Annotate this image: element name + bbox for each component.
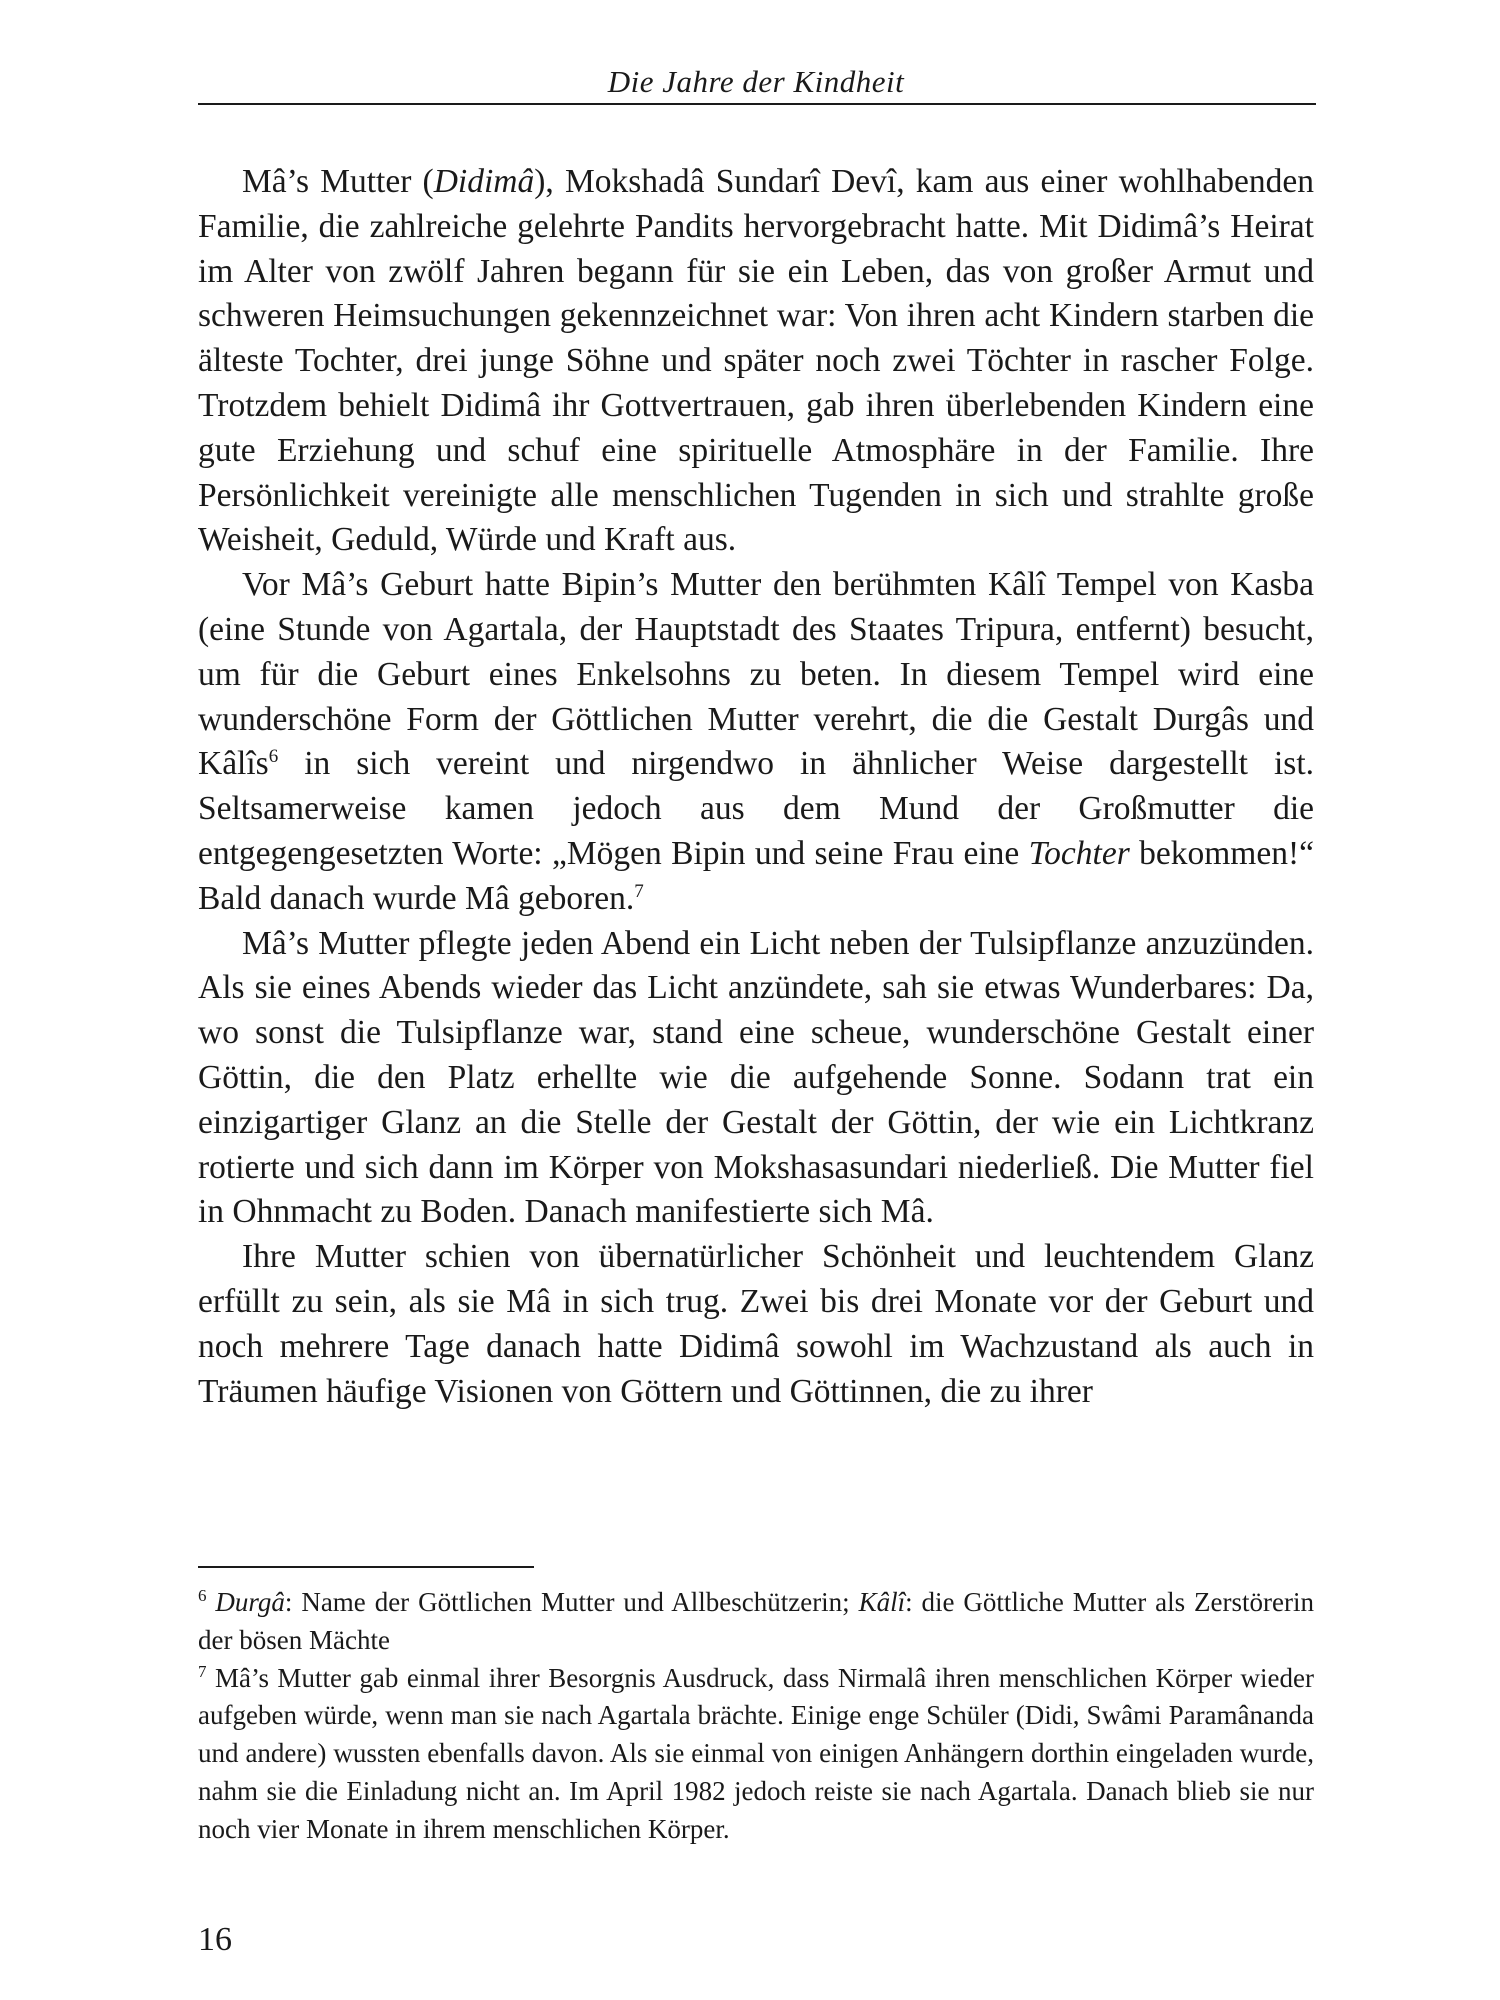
footnote-7: $^7$ Mâ’s Mutter gab einmal ihrer Besorgnis Ausdruck, dass Nirmalâ ihren menschlichen Körper wieder aufgeben würde, wenn man sie nach Agartala brächte. Einige enge Schüler (Didi, Swâmi Paramânanda und andere) wussten ebenfalls davon. Als sie einmal von einigen Anhängern dorthin eingeladen wurde, nahm sie die Einladung nicht an. Im April 1982 jedoch reiste sie nach Agartala. Danach blieb sie nur noch vier Monate in ihrem menschlichen Körper.	[198, 1661, 1314, 1844]
page-number: 16	[198, 1921, 232, 1958]
header-rule	[198, 103, 1316, 105]
footnote-ref-7[interactable]: 7	[634, 880, 644, 902]
footnotes	[198, 1584, 1314, 1849]
footnote-rule	[198, 1566, 534, 1568]
paragraph-4: Ihre Mutter schien von übernatürlicher Schönheit und leuchtendem Glanz erfüllt zu sein, als sie Mâ in sich trug. Zwei bis drei Monate vor der Geburt und noch mehrere Tage danach hatte Didimâ sowohl im Wachzustand als auch in Träumen häufige Visionen von Göttern und Göttinnen, die zu ihrer	[198, 1238, 1314, 1410]
paragraph-1: Mâ’s Mutter (Didimâ), Mokshadâ Sundarî Devî, kam aus einer wohlhabenden Familie, die zahlreiche gelehrte Pandits hervorgebracht hatte. Mit Didimâ’s Heirat im Alter von zwölf Jahren begann für sie ein Leben, das von großer Armut und schweren Heimsuchungen gekennzeichnet war: Von ihren acht Kindern starben die älteste Tochter, drei junge Söhne und später noch zwei Töchter in rascher Folge. Trotzdem behielt Didimâ ihr Gottvertrauen, gab ihren überlebenden Kindern eine gute Erziehung und schuf eine spirituelle Atmosphäre in der Familie. Ihre Persönlichkeit vereinigte alle menschlichen Tugenden in sich und strahlte große Weisheit, Geduld, Würde und Kraft aus.	[198, 163, 1314, 559]
paragraph-2: Vor Mâ’s Geburt hatte Bipin’s Mutter den berühmten Kâlî Tempel von Kasba (eine Stunde von Agartala, der Hauptstadt des Staates Tripura, entfernt) besucht, um für die Geburt eines Enkelsohns zu beten. In diesem Tempel wird eine wunderschöne Form der Göttlichen Mutter verehrt, die die Gestalt Durgâs und Kâlîs$^6$ in sich vereint und nirgendwo in ähnlicher Weise dargestellt ist. Seltsamerweise kamen jedoch aus dem Mund der Großmutter die entgegengesetzten Worte: „Mögen Bipin und seine Frau eine Tochter bekommen!“ Bald danach wurde Mâ geboren.$^7$	[198, 566, 1314, 917]
footnote-ref-6[interactable]: 6	[268, 746, 279, 768]
body-text	[198, 160, 1314, 1414]
footnote-6: $^6$ Durgâ: Name der Göttlichen Mutter und Allbeschützerin; Kâlî: die Göttliche Mutter als Zerstörerin der bösen Mächte	[198, 1586, 1314, 1655]
running-head: Die Jahre der Kindheit	[607, 64, 905, 99]
paragraph-3: Mâ’s Mutter pflegte jeden Abend ein Licht neben der Tulsipflanze anzuzünden. Als sie eines Abends wieder das Licht anzündete, sah sie etwas Wunderbares: Da, wo sonst die Tulsipflanze war, stand eine scheue, wunderschöne Gestalt einer Göttin, die den Platz erhellte wie die aufgehende Sonne. Sodann trat ein einzigartiger Glanz an die Stelle der Gestalt der Göttin, der wie ein Lichtkranz rotierte und sich dann im Körper von Mokshasasundari niederließ. Die Mutter fiel in Ohnmacht zu Boden. Danach manifestierte sich Mâ.	[198, 924, 1314, 1231]
